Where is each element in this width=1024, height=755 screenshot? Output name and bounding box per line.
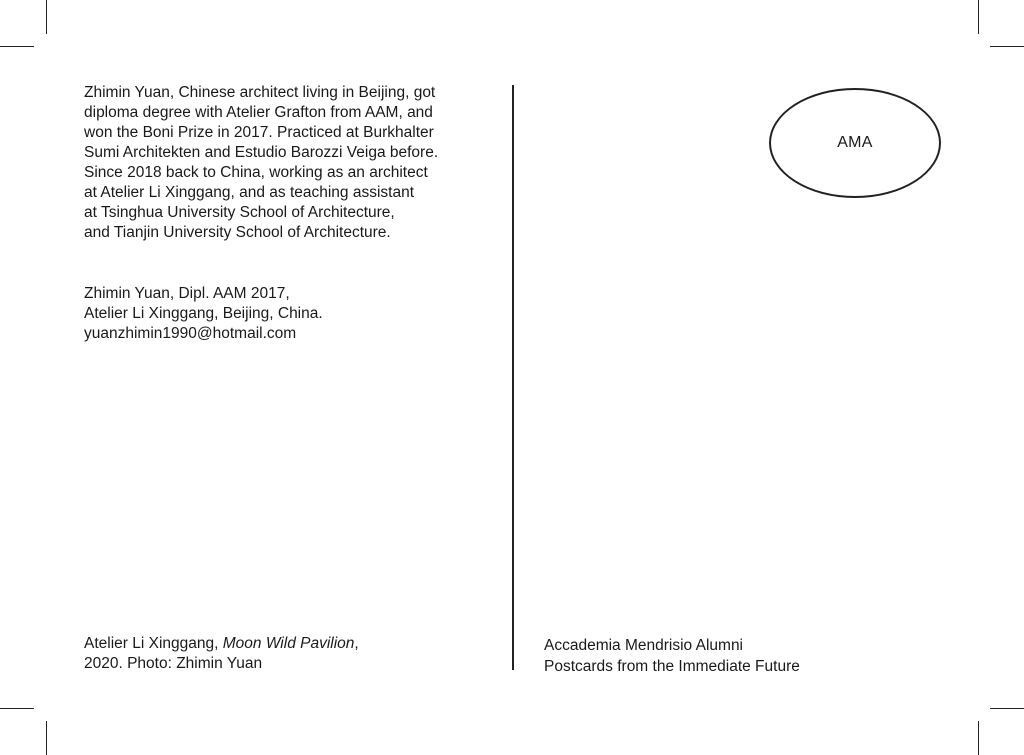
photo-caption — [84, 634, 504, 674]
postcard-divider — [512, 85, 514, 670]
stamp-label: AMA — [837, 134, 873, 151]
crop-mark-top-left-vertical — [46, 0, 47, 34]
crop-mark-top-right-horizontal — [990, 46, 1024, 47]
biography-line: and Tianjin University School of Architecture. — [84, 224, 391, 241]
biography-paragraph — [84, 83, 504, 243]
biography-line: won the Boni Prize in 2017. Practiced at Burkhalter — [84, 124, 434, 141]
crop-mark-bottom-right-horizontal — [990, 708, 1024, 709]
biography-line: Zhimin Yuan, Chinese architect living in Beijing, got — [84, 84, 436, 101]
caption-project-title: Moon Wild Pavilion — [222, 635, 355, 652]
footer-line-2: Postcards from the Immediate Future — [544, 658, 800, 675]
caption-line-2: 2020. Photo: Zhimin Yuan — [84, 655, 263, 672]
caption-suffix: , — [354, 635, 359, 652]
caption-prefix: Atelier Li Xinggang, — [84, 635, 223, 652]
biography-line: Sumi Architekten and Estudio Barozzi Veiga before. — [84, 144, 439, 161]
crop-mark-bottom-left-vertical — [46, 721, 47, 755]
crop-mark-top-left-horizontal — [0, 46, 34, 47]
stamp-oval — [769, 88, 941, 198]
biography-line: at Atelier Li Xinggang, and as teaching assistant — [84, 184, 415, 201]
biography-line: at Tsinghua University School of Architecture, — [84, 204, 395, 221]
contact-block — [84, 284, 504, 344]
contact-office-line: Atelier Li Xinggang, Beijing, China. — [84, 305, 323, 322]
biography-line: diploma degree with Atelier Grafton from AAM, and — [84, 104, 433, 121]
biography-line: Since 2018 back to China, working as an architect — [84, 164, 428, 181]
crop-mark-bottom-right-vertical — [978, 721, 979, 755]
contact-name-line: Zhimin Yuan, Dipl. AAM 2017, — [84, 285, 290, 302]
caption-line-1 — [84, 634, 504, 654]
crop-mark-top-right-vertical — [978, 0, 979, 34]
publisher-footer — [544, 635, 984, 677]
footer-line-1: Accademia Mendrisio Alumni — [544, 637, 744, 654]
crop-mark-bottom-left-horizontal — [0, 708, 34, 709]
contact-email[interactable]: yuanzhimin1990@hotmail.com — [84, 325, 297, 342]
